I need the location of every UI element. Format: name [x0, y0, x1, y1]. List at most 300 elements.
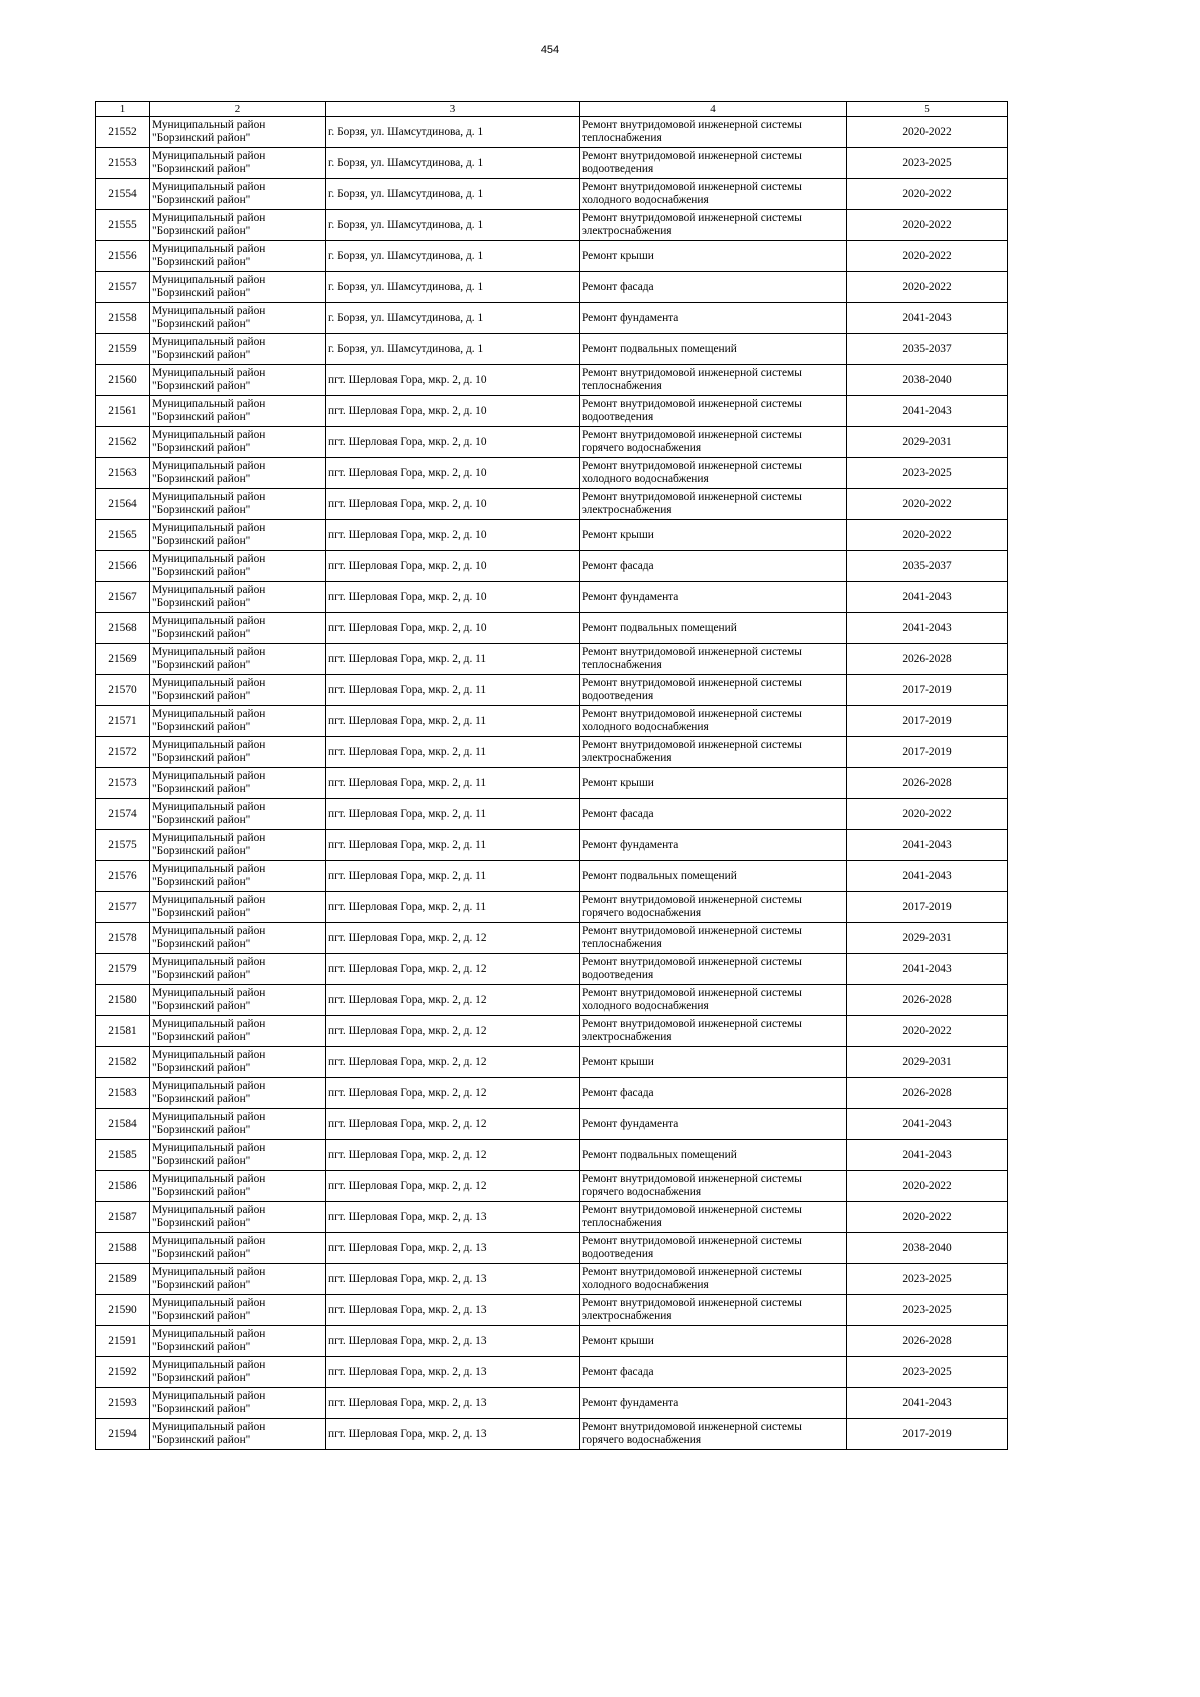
table-row: [96, 365, 1008, 396]
row-number: 21584: [96, 1109, 150, 1140]
address-cell: пгт. Шерловая Гора, мкр. 2, д. 13: [326, 1326, 580, 1357]
period-cell: 2020-2022: [847, 241, 1008, 272]
work-type-line-2: электроснабжения: [582, 225, 672, 237]
municipality-line-2: "Борзинский район": [152, 380, 251, 392]
municipality-line-1: Муниципальный район: [152, 739, 266, 751]
work-type-cell: [580, 303, 847, 334]
address-cell: г. Борзя, ул. Шамсутдинова, д. 1: [326, 179, 580, 210]
municipality-cell: [150, 706, 326, 737]
work-type-cell: [580, 954, 847, 985]
municipality-cell: [150, 272, 326, 303]
work-type-line-2: холодного водоснабжения: [582, 721, 709, 733]
municipality-cell: [150, 1047, 326, 1078]
row-number: 21572: [96, 737, 150, 768]
row-number: 21593: [96, 1388, 150, 1419]
row-number: 21578: [96, 923, 150, 954]
period-cell: 2020-2022: [847, 210, 1008, 241]
row-number: 21552: [96, 117, 150, 148]
work-type-cell: [580, 1140, 847, 1171]
table-body: [96, 117, 1008, 1450]
period-cell: 2029-2031: [847, 1047, 1008, 1078]
address-cell: пгт. Шерловая Гора, мкр. 2, д. 13: [326, 1419, 580, 1450]
table-header: [96, 102, 1008, 117]
municipality-line-1: Муниципальный район: [152, 1018, 266, 1030]
municipality-cell: [150, 117, 326, 148]
municipality-line-1: Муниципальный район: [152, 1142, 266, 1154]
work-type-line-1: Ремонт внутридомовой инженерной системы: [582, 1421, 802, 1433]
row-number: 21585: [96, 1140, 150, 1171]
municipality-cell: [150, 985, 326, 1016]
row-number: 21554: [96, 179, 150, 210]
table-row: [96, 1388, 1008, 1419]
period-cell: 2041-2043: [847, 1140, 1008, 1171]
work-type-line-1: Ремонт внутридомовой инженерной системы: [582, 739, 802, 751]
work-type-cell: [580, 923, 847, 954]
municipality-cell: [150, 582, 326, 613]
work-type-cell: [580, 1264, 847, 1295]
period-cell: 2041-2043: [847, 582, 1008, 613]
row-number: 21594: [96, 1419, 150, 1450]
address-cell: пгт. Шерловая Гора, мкр. 2, д. 10: [326, 613, 580, 644]
work-type-line-1: Ремонт внутридомовой инженерной системы: [582, 150, 802, 162]
page-number: 454: [540, 44, 560, 56]
column-header-4: 4: [580, 102, 847, 117]
work-type-cell: [580, 1419, 847, 1450]
row-number: 21565: [96, 520, 150, 551]
work-type-line-1: Ремонт внутридомовой инженерной системы: [582, 367, 802, 379]
municipality-line-2: "Борзинский район": [152, 876, 251, 888]
table-row: [96, 427, 1008, 458]
period-cell: 2041-2043: [847, 303, 1008, 334]
work-type-line-2: теплоснабжения: [582, 380, 662, 392]
municipality-cell: [150, 1326, 326, 1357]
municipality-cell: [150, 1357, 326, 1388]
work-type-line-1: Ремонт внутридомовой инженерной системы: [582, 460, 802, 472]
table-row: [96, 117, 1008, 148]
work-type-line-1: Ремонт фундамента: [582, 838, 679, 851]
address-cell: пгт. Шерловая Гора, мкр. 2, д. 10: [326, 396, 580, 427]
municipality-line-2: "Борзинский район": [152, 1434, 251, 1446]
row-number: 21553: [96, 148, 150, 179]
work-type-cell: [580, 737, 847, 768]
work-type-line-1: Ремонт внутридомовой инженерной системы: [582, 956, 802, 968]
table-row: [96, 1357, 1008, 1388]
municipality-cell: [150, 1171, 326, 1202]
municipality-line-2: "Борзинский район": [152, 597, 251, 609]
municipality-line-1: Муниципальный район: [152, 1297, 266, 1309]
work-type-cell: [580, 427, 847, 458]
row-number: 21568: [96, 613, 150, 644]
municipality-line-2: "Борзинский район": [152, 349, 251, 361]
work-type-cell: [580, 985, 847, 1016]
row-number: 21570: [96, 675, 150, 706]
municipality-cell: [150, 489, 326, 520]
period-cell: 2041-2043: [847, 954, 1008, 985]
municipality-line-2: "Борзинский район": [152, 163, 251, 175]
row-number: 21561: [96, 396, 150, 427]
address-cell: пгт. Шерловая Гора, мкр. 2, д. 12: [326, 985, 580, 1016]
row-number: 21564: [96, 489, 150, 520]
municipality-line-2: "Борзинский район": [152, 1310, 251, 1322]
row-number: 21579: [96, 954, 150, 985]
municipality-cell: [150, 1388, 326, 1419]
municipality-line-2: "Борзинский район": [152, 1093, 251, 1105]
row-number: 21586: [96, 1171, 150, 1202]
municipality-line-2: "Борзинский район": [152, 1186, 251, 1198]
work-type-cell: [580, 1078, 847, 1109]
municipality-line-2: "Борзинский район": [152, 1062, 251, 1074]
work-type-cell: [580, 520, 847, 551]
work-type-cell: [580, 489, 847, 520]
work-type-line-1: Ремонт подвальных помещений: [582, 1148, 737, 1161]
address-cell: пгт. Шерловая Гора, мкр. 2, д. 12: [326, 1140, 580, 1171]
period-cell: 2023-2025: [847, 1264, 1008, 1295]
table-row: [96, 458, 1008, 489]
work-type-cell: [580, 1233, 847, 1264]
municipality-line-2: "Борзинский район": [152, 969, 251, 981]
municipality-cell: [150, 1016, 326, 1047]
municipality-line-1: Муниципальный район: [152, 1049, 266, 1061]
table-row: [96, 1202, 1008, 1233]
table-row: [96, 1264, 1008, 1295]
municipality-line-1: Муниципальный район: [152, 522, 266, 534]
table-row: [96, 1078, 1008, 1109]
table-row: [96, 210, 1008, 241]
municipality-line-1: Муниципальный район: [152, 1204, 266, 1216]
municipality-line-1: Муниципальный район: [152, 491, 266, 503]
work-type-cell: [580, 148, 847, 179]
work-type-cell: [580, 334, 847, 365]
work-type-line-1: Ремонт фундамента: [582, 1117, 679, 1130]
municipality-line-1: Муниципальный район: [152, 1111, 266, 1123]
work-type-line-2: горячего водоснабжения: [582, 907, 702, 919]
work-type-cell: [580, 1202, 847, 1233]
municipality-line-1: Муниципальный район: [152, 553, 266, 565]
municipality-line-2: "Борзинский район": [152, 1124, 251, 1136]
work-type-line-2: водоотведения: [582, 411, 654, 423]
table-row: [96, 551, 1008, 582]
address-cell: г. Борзя, ул. Шамсутдинова, д. 1: [326, 241, 580, 272]
period-cell: 2029-2031: [847, 923, 1008, 954]
work-type-cell: [580, 1326, 847, 1357]
municipality-cell: [150, 334, 326, 365]
table-row: [96, 179, 1008, 210]
row-number: 21591: [96, 1326, 150, 1357]
municipality-line-1: Муниципальный район: [152, 1235, 266, 1247]
table-row: [96, 1047, 1008, 1078]
period-cell: 2029-2031: [847, 427, 1008, 458]
work-type-line-2: теплоснабжения: [582, 132, 662, 144]
municipality-line-1: Муниципальный район: [152, 832, 266, 844]
period-cell: 2020-2022: [847, 1171, 1008, 1202]
table-row: [96, 489, 1008, 520]
table-row: [96, 303, 1008, 334]
address-cell: пгт. Шерловая Гора, мкр. 2, д. 10: [326, 551, 580, 582]
table-row: [96, 1419, 1008, 1450]
period-cell: 2020-2022: [847, 117, 1008, 148]
municipality-cell: [150, 458, 326, 489]
work-type-line-1: Ремонт подвальных помещений: [582, 342, 737, 355]
work-type-line-2: теплоснабжения: [582, 659, 662, 671]
municipality-cell: [150, 303, 326, 334]
address-cell: пгт. Шерловая Гора, мкр. 2, д. 10: [326, 365, 580, 396]
address-cell: пгт. Шерловая Гора, мкр. 2, д. 13: [326, 1357, 580, 1388]
work-type-cell: [580, 1295, 847, 1326]
row-number: 21567: [96, 582, 150, 613]
work-type-line-2: холодного водоснабжения: [582, 1000, 709, 1012]
row-number: 21558: [96, 303, 150, 334]
table-row: [96, 985, 1008, 1016]
municipality-line-2: "Борзинский район": [152, 752, 251, 764]
table-row: [96, 861, 1008, 892]
row-number: 21559: [96, 334, 150, 365]
table-row: [96, 241, 1008, 272]
work-type-line-1: Ремонт фасада: [582, 559, 654, 572]
table-row: [96, 613, 1008, 644]
address-cell: пгт. Шерловая Гора, мкр. 2, д. 10: [326, 520, 580, 551]
period-cell: 2041-2043: [847, 861, 1008, 892]
table-row: [96, 1140, 1008, 1171]
row-number: 21563: [96, 458, 150, 489]
address-cell: пгт. Шерловая Гора, мкр. 2, д. 11: [326, 799, 580, 830]
address-cell: пгт. Шерловая Гора, мкр. 2, д. 12: [326, 954, 580, 985]
address-cell: пгт. Шерловая Гора, мкр. 2, д. 13: [326, 1388, 580, 1419]
row-number: 21589: [96, 1264, 150, 1295]
municipality-cell: [150, 1078, 326, 1109]
municipality-line-1: Муниципальный район: [152, 1359, 266, 1371]
row-number: 21560: [96, 365, 150, 396]
row-number: 21583: [96, 1078, 150, 1109]
work-type-line-1: Ремонт крыши: [582, 776, 654, 789]
municipality-cell: [150, 613, 326, 644]
work-type-line-1: Ремонт внутридомовой инженерной системы: [582, 894, 802, 906]
period-cell: 2020-2022: [847, 272, 1008, 303]
work-type-line-2: холодного водоснабжения: [582, 1279, 709, 1291]
municipality-line-1: Муниципальный район: [152, 1080, 266, 1092]
work-type-cell: [580, 644, 847, 675]
column-header-3: 3: [326, 102, 580, 117]
address-cell: пгт. Шерловая Гора, мкр. 2, д. 12: [326, 1078, 580, 1109]
address-cell: пгт. Шерловая Гора, мкр. 2, д. 12: [326, 1047, 580, 1078]
municipality-line-1: Муниципальный район: [152, 677, 266, 689]
table-row: [96, 520, 1008, 551]
municipality-cell: [150, 1202, 326, 1233]
work-type-cell: [580, 1388, 847, 1419]
work-type-cell: [580, 799, 847, 830]
work-type-line-1: Ремонт фасада: [582, 807, 654, 820]
municipality-line-2: "Борзинский район": [152, 814, 251, 826]
municipality-cell: [150, 148, 326, 179]
address-cell: пгт. Шерловая Гора, мкр. 2, д. 12: [326, 923, 580, 954]
row-number: 21588: [96, 1233, 150, 1264]
period-cell: 2035-2037: [847, 551, 1008, 582]
municipality-line-1: Муниципальный район: [152, 1266, 266, 1278]
municipality-line-2: "Борзинский район": [152, 194, 251, 206]
municipality-cell: [150, 861, 326, 892]
address-cell: пгт. Шерловая Гора, мкр. 2, д. 13: [326, 1295, 580, 1326]
municipality-cell: [150, 427, 326, 458]
work-type-line-1: Ремонт внутридомовой инженерной системы: [582, 491, 802, 503]
work-type-cell: [580, 1047, 847, 1078]
municipality-cell: [150, 210, 326, 241]
municipality-cell: [150, 396, 326, 427]
municipality-line-1: Муниципальный район: [152, 305, 266, 317]
address-cell: пгт. Шерловая Гора, мкр. 2, д. 11: [326, 706, 580, 737]
work-type-line-1: Ремонт внутридомовой инженерной системы: [582, 708, 802, 720]
table-row: [96, 675, 1008, 706]
municipality-line-2: "Борзинский район": [152, 1403, 251, 1415]
work-type-line-2: электроснабжения: [582, 504, 672, 516]
table-row: [96, 582, 1008, 613]
work-type-line-1: Ремонт внутридомовой инженерной системы: [582, 987, 802, 999]
table-row: [96, 334, 1008, 365]
period-cell: 2017-2019: [847, 737, 1008, 768]
municipality-line-2: "Борзинский район": [152, 535, 251, 547]
period-cell: 2017-2019: [847, 892, 1008, 923]
address-cell: пгт. Шерловая Гора, мкр. 2, д. 11: [326, 644, 580, 675]
municipality-line-1: Муниципальный район: [152, 615, 266, 627]
municipality-cell: [150, 520, 326, 551]
work-type-line-1: Ремонт фундамента: [582, 1396, 679, 1409]
municipality-line-1: Муниципальный район: [152, 336, 266, 348]
municipality-line-1: Муниципальный район: [152, 1173, 266, 1185]
column-header-2: 2: [150, 102, 326, 117]
column-header-5: 5: [847, 102, 1008, 117]
municipality-line-2: "Борзинский район": [152, 628, 251, 640]
municipality-line-1: Муниципальный район: [152, 925, 266, 937]
work-type-cell: [580, 396, 847, 427]
row-number: 21587: [96, 1202, 150, 1233]
row-number: 21590: [96, 1295, 150, 1326]
work-type-line-2: водоотведения: [582, 1248, 654, 1260]
work-type-cell: [580, 1357, 847, 1388]
work-type-line-1: Ремонт внутридомовой инженерной системы: [582, 1235, 802, 1247]
address-cell: г. Борзя, ул. Шамсутдинова, д. 1: [326, 272, 580, 303]
municipality-line-2: "Борзинский район": [152, 473, 251, 485]
municipality-cell: [150, 644, 326, 675]
column-header-1: 1: [96, 102, 150, 117]
work-type-line-1: Ремонт внутридомовой инженерной системы: [582, 429, 802, 441]
municipality-cell: [150, 179, 326, 210]
period-cell: 2023-2025: [847, 148, 1008, 179]
municipality-line-2: "Борзинский район": [152, 132, 251, 144]
period-cell: 2017-2019: [847, 706, 1008, 737]
period-cell: 2026-2028: [847, 1326, 1008, 1357]
work-type-line-1: Ремонт фундамента: [582, 590, 679, 603]
row-number: 21566: [96, 551, 150, 582]
work-type-line-2: холодного водоснабжения: [582, 473, 709, 485]
table-row: [96, 830, 1008, 861]
period-cell: 2023-2025: [847, 1295, 1008, 1326]
table-row: [96, 148, 1008, 179]
work-type-line-1: Ремонт фасада: [582, 1365, 654, 1378]
municipality-line-2: "Борзинский район": [152, 1341, 251, 1353]
municipality-line-2: "Борзинский район": [152, 1248, 251, 1260]
municipality-line-2: "Борзинский район": [152, 442, 251, 454]
work-type-cell: [580, 675, 847, 706]
repair-schedule-table: [95, 101, 1008, 1450]
work-type-line-1: Ремонт фундамента: [582, 311, 679, 324]
municipality-line-1: Муниципальный район: [152, 460, 266, 472]
table-row: [96, 1016, 1008, 1047]
period-cell: 2026-2028: [847, 644, 1008, 675]
municipality-line-2: "Борзинский район": [152, 938, 251, 950]
work-type-line-1: Ремонт фасада: [582, 1086, 654, 1099]
work-type-cell: [580, 1109, 847, 1140]
address-cell: пгт. Шерловая Гора, мкр. 2, д. 10: [326, 582, 580, 613]
period-cell: 2026-2028: [847, 768, 1008, 799]
address-cell: пгт. Шерловая Гора, мкр. 2, д. 13: [326, 1264, 580, 1295]
municipality-line-2: "Борзинский район": [152, 783, 251, 795]
work-type-cell: [580, 861, 847, 892]
work-type-line-2: электроснабжения: [582, 1031, 672, 1043]
municipality-cell: [150, 1264, 326, 1295]
work-type-line-2: электроснабжения: [582, 1310, 672, 1322]
municipality-line-1: Муниципальный район: [152, 150, 266, 162]
municipality-line-2: "Борзинский район": [152, 225, 251, 237]
work-type-line-1: Ремонт крыши: [582, 528, 654, 541]
municipality-line-1: Муниципальный район: [152, 646, 266, 658]
period-cell: 2038-2040: [847, 365, 1008, 396]
row-number: 21580: [96, 985, 150, 1016]
work-type-cell: [580, 117, 847, 148]
table-row: [96, 1233, 1008, 1264]
table-row: [96, 768, 1008, 799]
work-type-line-1: Ремонт внутридомовой инженерной системы: [582, 212, 802, 224]
municipality-line-2: "Борзинский район": [152, 1217, 251, 1229]
municipality-line-1: Муниципальный район: [152, 398, 266, 410]
municipality-line-2: "Борзинский район": [152, 721, 251, 733]
work-type-cell: [580, 210, 847, 241]
row-number: 21576: [96, 861, 150, 892]
work-type-line-1: Ремонт внутридомовой инженерной системы: [582, 677, 802, 689]
work-type-line-1: Ремонт крыши: [582, 1055, 654, 1068]
municipality-line-2: "Борзинский район": [152, 845, 251, 857]
work-type-cell: [580, 1016, 847, 1047]
work-type-line-2: горячего водоснабжения: [582, 1186, 702, 1198]
work-type-line-2: водоотведения: [582, 969, 654, 981]
municipality-line-2: "Борзинский район": [152, 566, 251, 578]
work-type-line-1: Ремонт крыши: [582, 249, 654, 262]
work-type-cell: [580, 241, 847, 272]
work-type-cell: [580, 272, 847, 303]
work-type-cell: [580, 179, 847, 210]
municipality-line-1: Муниципальный район: [152, 987, 266, 999]
period-cell: 2023-2025: [847, 458, 1008, 489]
table-row: [96, 396, 1008, 427]
row-number: 21555: [96, 210, 150, 241]
table-row: [96, 737, 1008, 768]
municipality-line-1: Муниципальный район: [152, 1421, 266, 1433]
municipality-line-2: "Борзинский район": [152, 1155, 251, 1167]
address-cell: пгт. Шерловая Гора, мкр. 2, д. 11: [326, 892, 580, 923]
work-type-line-1: Ремонт внутридомовой инженерной системы: [582, 646, 802, 658]
address-cell: пгт. Шерловая Гора, мкр. 2, д. 12: [326, 1109, 580, 1140]
work-type-cell: [580, 892, 847, 923]
municipality-line-1: Муниципальный район: [152, 894, 266, 906]
work-type-line-2: водоотведения: [582, 163, 654, 175]
municipality-line-1: Муниципальный район: [152, 1390, 266, 1402]
table-row: [96, 1295, 1008, 1326]
municipality-cell: [150, 1109, 326, 1140]
work-type-line-1: Ремонт крыши: [582, 1334, 654, 1347]
table-row: [96, 706, 1008, 737]
work-type-line-2: горячего водоснабжения: [582, 442, 702, 454]
table-row: [96, 1109, 1008, 1140]
period-cell: 2041-2043: [847, 613, 1008, 644]
work-type-line-2: теплоснабжения: [582, 1217, 662, 1229]
period-cell: 2026-2028: [847, 985, 1008, 1016]
